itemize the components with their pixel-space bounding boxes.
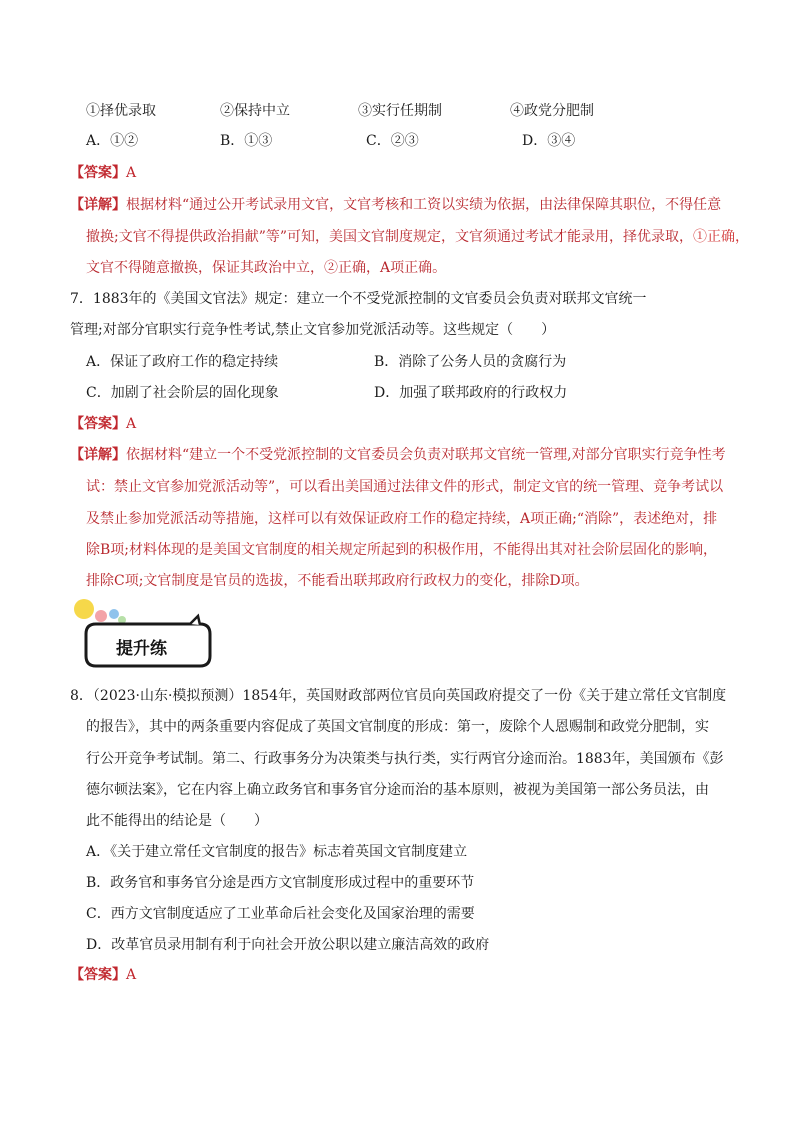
q8-stem-line-4: 德尔顿法案》，它在内容上确立政务官和事务官分途而治的基本原则，被视为美国第一部公务员法，由 <box>86 782 709 798</box>
q6-option-1: ①择优录取 <box>86 103 156 119</box>
q7-detail-line-2: 试：禁止文官参加党派活动等”，可以看出美国通过法律文件的形式，制定文官的统一管理、竞争考试以 <box>86 479 724 495</box>
q8-option-a: A．《关于建立常任文官制度的报告》标志着英国文官制度建立 <box>86 844 468 860</box>
detail-tag: 【详解】 <box>70 197 126 213</box>
q7-detail-line-4: 除B项;材料体现的是美国文官制度的相关规定所起到的积极作用，不能得出其对社会阶层固化的影响， <box>86 542 718 558</box>
q8-answer <box>70 965 136 985</box>
answer-tag: 【答案】 <box>70 416 126 432</box>
q8-stem-line-1: 8．（2023·山东·模拟预测）1854年，英国财政部两位官员向英国政府提交了一份《关于建立常任文官制度 <box>70 688 727 704</box>
q8-stem-line-5: 此不能得出的结论是（ ） <box>86 813 268 829</box>
q6-detail-line-3: 文官不得随意撤换，保证其政治中立，②正确，A项正确。 <box>86 260 447 276</box>
q7-stem-line-1: 7．1883年的《美国文官法》规定：建立一个不受党派控制的文官委员会负责对联邦文官统一 <box>70 291 647 307</box>
q7-option-b: B．消除了公务人员的贪腐行为 <box>374 354 567 370</box>
q8-stem-line-2: 的报告》，其中的两条重要内容促成了英国文官制度的形成：第一，废除个人恩赐制和政党分肥制，实 <box>86 719 709 735</box>
detail-tag: 【详解】 <box>70 447 126 463</box>
badge-dot-pink <box>95 610 107 622</box>
q7-option-d: D．加强了联邦政府的行政权力 <box>374 385 568 401</box>
section-badge-label: 提升练 <box>116 639 167 659</box>
answer-tag: 【答案】 <box>70 967 126 983</box>
badge-dot-yellow <box>74 599 94 619</box>
answer-value: A <box>126 165 137 181</box>
answer-value: A <box>126 416 137 432</box>
answer-tag: 【答案】 <box>70 165 126 181</box>
q7-detail-text: 依据材料“建立一个不受党派控制的文官委员会负责对联邦文官统一管理,对部分官职实行竞争性考 <box>126 447 726 463</box>
badge-tail <box>190 616 200 625</box>
q6-detail-line-1 <box>70 195 721 215</box>
answer-value: A <box>126 967 137 983</box>
section-badge <box>70 598 220 672</box>
q8-option-c: C．西方文官制度适应了工业革命后社会变化及国家治理的需要 <box>86 906 475 922</box>
q6-choice-d: D．③④ <box>522 133 576 149</box>
q6-option-4: ④政党分肥制 <box>510 103 594 119</box>
q8-stem-line-3: 行公开竞争考试制。第二、行政事务分为决策类与执行类，实行两官分途而治。1883年，美国颁布《彭 <box>86 751 724 767</box>
q7-option-a: A．保证了政府工作的稳定持续 <box>86 354 279 370</box>
q6-choice-b: B．①③ <box>220 133 273 149</box>
q7-answer <box>70 414 136 434</box>
q7-stem-line-2: 管理;对部分官职实行竞争性考试,禁止文官参加党派活动等。这些规定（ ） <box>70 322 556 338</box>
q6-answer <box>70 163 136 183</box>
q7-detail-line-1 <box>70 445 726 465</box>
q8-option-d: D．改革官员录用制有利于向社会开放公职以建立廉洁高效的政府 <box>86 937 490 953</box>
q6-option-2: ②保持中立 <box>220 103 290 119</box>
q6-detail-text-2: 撤换;文官不得提供政治捐献”等”可知，美国文官制度规定，文官须通过考试才能录用，择优录取， <box>86 229 694 245</box>
q7-option-c: C．加剧了社会阶层的固化现象 <box>86 385 279 401</box>
q6-detail-mark: ①正确， <box>693 229 750 245</box>
q8-option-b: B．政务官和事务官分途是西方文官制度形成过程中的重要环节 <box>86 875 475 891</box>
q6-choice-c: C．②③ <box>366 133 419 149</box>
q7-detail-line-5: 排除C项;文官制度是官员的选拔，不能看出联邦政府行政权力的变化，排除D项。 <box>86 573 589 589</box>
badge-dot-blue <box>109 609 119 619</box>
q6-choice-a: A．①② <box>86 133 139 149</box>
q7-detail-line-3: 及禁止参加党派活动等措施，这样可以有效保证政府工作的稳定持续，A项正确;“消除”，表述绝对，排 <box>86 511 718 527</box>
q6-detail-text: 根据材料“通过公开考试录用文官，文官考核和工资以实绩为依据，由法律保障其职位，不得任意 <box>126 197 722 213</box>
q6-detail-line-2 <box>86 227 749 247</box>
q6-option-3: ③实行任期制 <box>358 103 442 119</box>
